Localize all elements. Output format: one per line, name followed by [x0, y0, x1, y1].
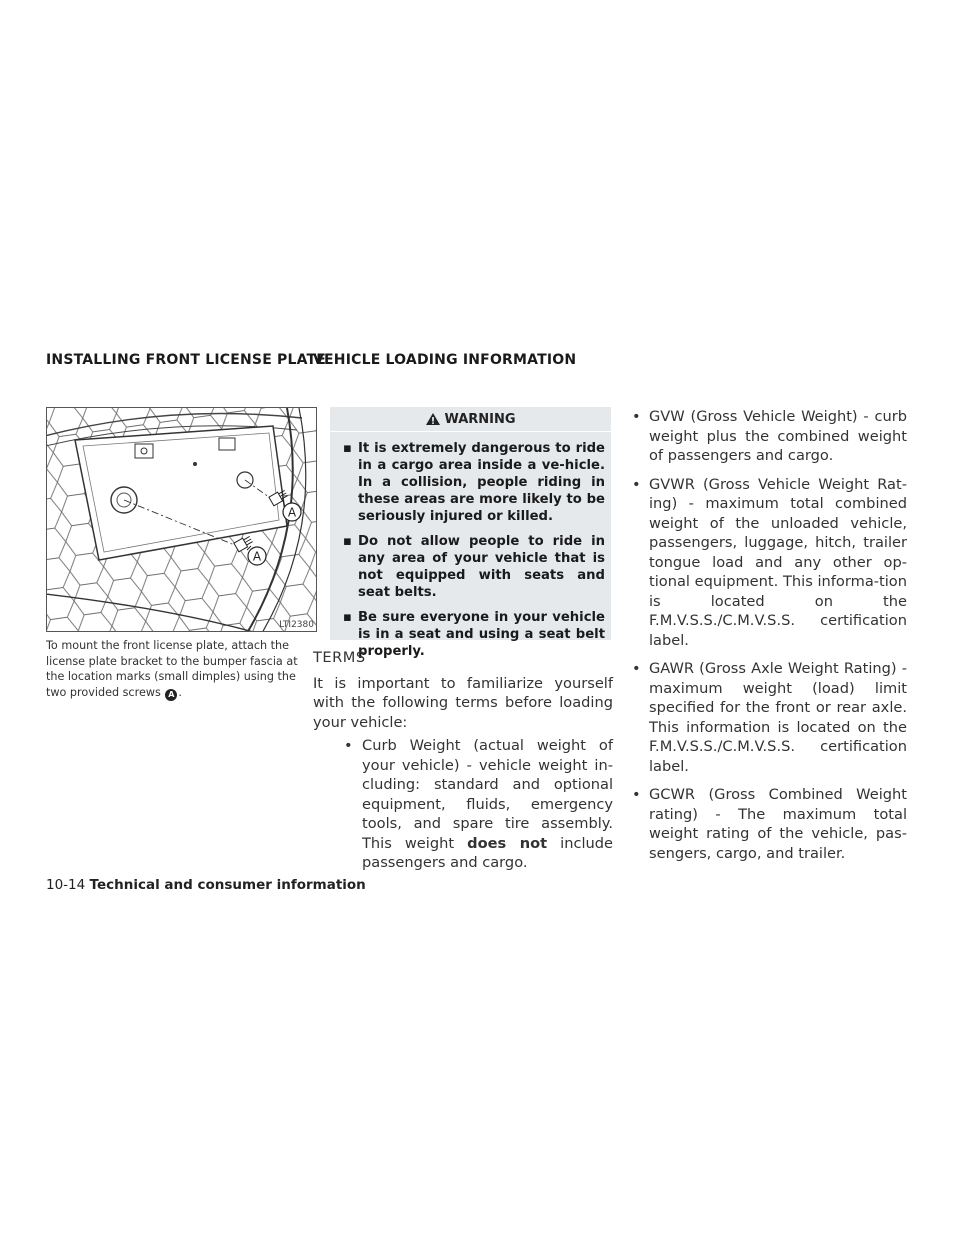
page-footer [46, 877, 366, 893]
terms-continued [629, 407, 907, 872]
term-gvwr: • GVWR (Gross Vehicle Weight Rat-ing) - maximum total combined weight of the unloaded vehicle, passengers, luggage, hitch, trailer tongue load and any other op-tional equipment. This informa-tion is located on the F.M.V.S.S./C.M.V.S.S. certification label. [632, 475, 907, 649]
callout-a-marker: A [165, 689, 177, 701]
terms-list-col2 [341, 736, 613, 873]
term-emphasis: does not [467, 834, 548, 852]
term-curb-weight: • Curb Weight (actual weight of your vehicle) - vehicle weight in-cluding: standard and optional equipment, fluids, emergency tools, and spare tire assembly. This weight does not include passengers and cargo. [344, 737, 614, 871]
section-heading-vehicle-loading: VEHICLE LOADING INFORMATION [313, 352, 577, 368]
warning-item: ▪ Do not allow people to ride in any area of your vehicle that is not equipped with seats and seat belts. [343, 534, 605, 600]
bumper-drawing [47, 408, 317, 632]
figure-code: LTI2380 [279, 620, 314, 630]
page-number: 10-14 [46, 877, 86, 893]
caption-end: . [178, 685, 182, 699]
section-heading-license-plate: INSTALLING FRONT LICENSE PLATE [46, 352, 327, 368]
chapter-title: Technical and consumer information [89, 877, 366, 893]
warning-box [330, 407, 611, 659]
warning-triangle-icon [425, 412, 441, 426]
warning-title: WARNING [444, 411, 516, 427]
term-gvw: • GVW (Gross Vehicle Weight) - curb weight plus the combined weight of passengers and cargo. [632, 408, 907, 464]
callout-a-upper: A [287, 505, 297, 520]
warning-item: ▪ Be sure everyone in your vehicle is in a seat and using a seat belt properly. [343, 610, 605, 659]
term-gcwr: • GCWR (Gross Combined Weight rating) - The maximum total weight rating of the vehicle, pas-sengers, cargo, and trailer. [632, 786, 907, 862]
figure-caption [46, 638, 318, 701]
terms-list-col3 [629, 407, 907, 863]
warning-item: ▪ It is extremely dangerous to ride in a cargo area inside a ve-hicle. In a collision, people riding in these areas are more likely to be seriously injured or killed. [343, 441, 605, 524]
warning-header [330, 407, 611, 432]
warning-list [340, 432, 605, 660]
license-plate-illustration [46, 407, 317, 632]
term-gawr: • GAWR (Gross Axle Weight Rating) - maximum weight (load) limit specified for the front or rear axle. This information is located on the F.M.V.S.S./C.M.V.S.S. certification label. [632, 660, 907, 775]
terms-intro: It is important to familiarize yourself with the following terms before loading your vehicle: [313, 674, 613, 731]
callout-a-lower: A [252, 549, 262, 564]
terms-heading: TERMS [313, 649, 366, 666]
caption-text: To mount the front license plate, attach the license plate bracket to the bumper fascia at the location marks (small dimples) using the two provided screws [46, 639, 298, 699]
terms-section [313, 648, 613, 882]
